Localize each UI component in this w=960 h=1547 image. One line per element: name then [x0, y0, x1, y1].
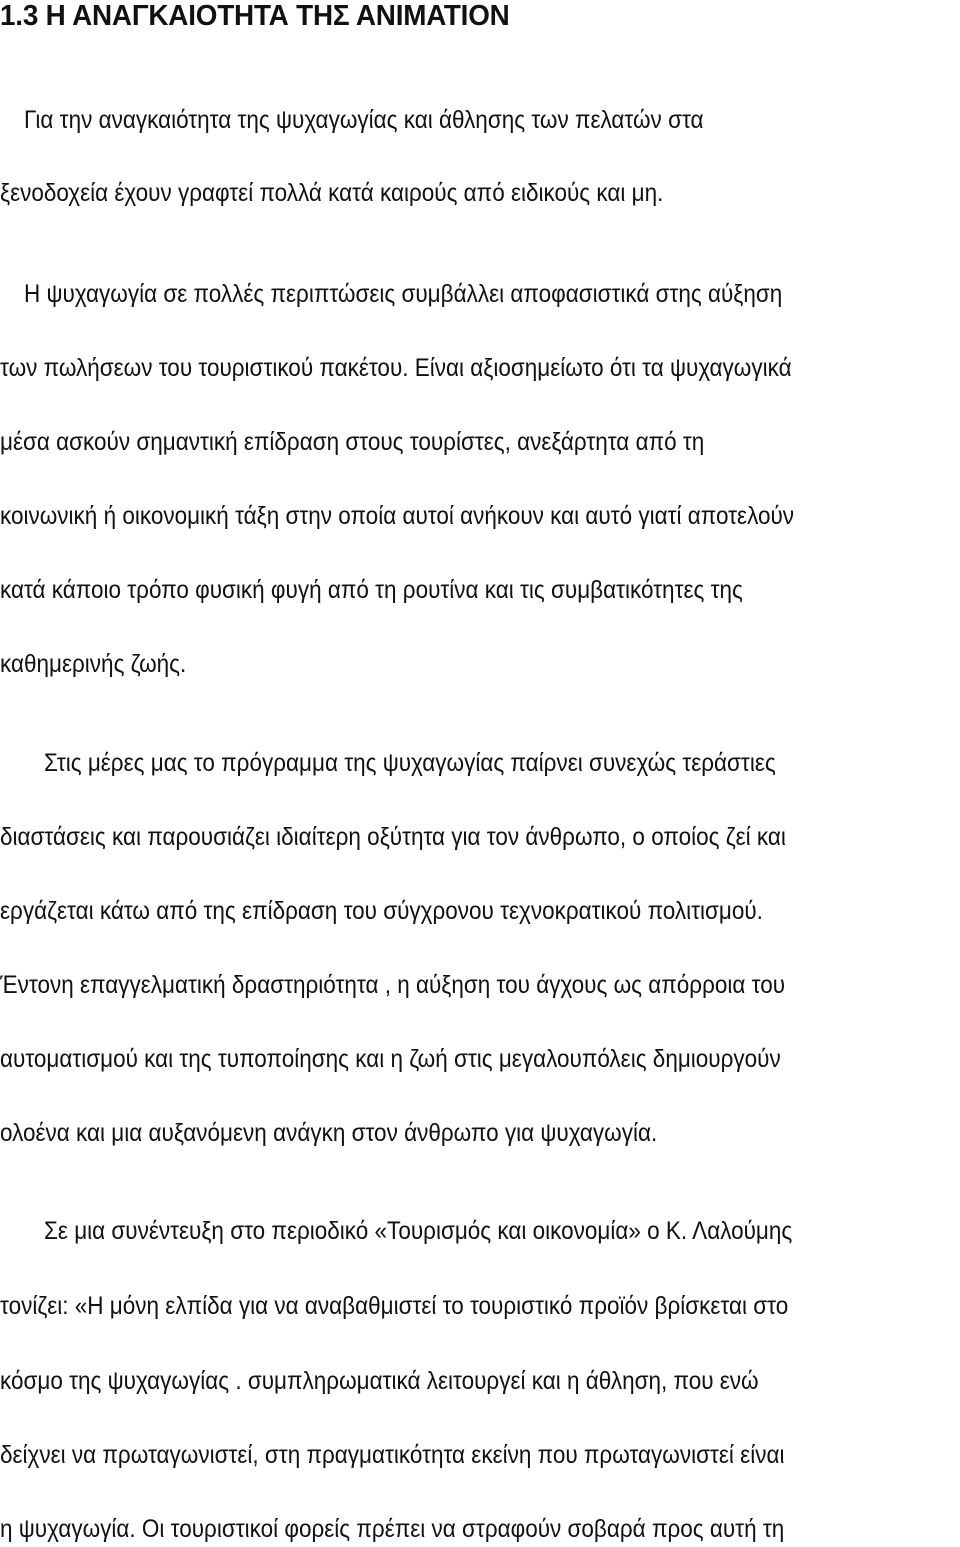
text-line: Η ψυχαγωγία σε πολλές περιπτώσεις συμβάλλει αποφασιστικά στης αύξηση [24, 280, 783, 308]
text-line: Για την αναγκαιότητα της ψυχαγωγίας και άθλησης των πελατών στα [24, 106, 704, 134]
text-line: κόσμο της ψυχαγωγίας . συμπληρωματικά λειτουργεί και η άθληση, που ενώ [0, 1367, 759, 1395]
text-line: αυτοματισμού και της τυποποίησης και η ζωή στις μεγαλουπόλεις δημιουργούν [0, 1045, 781, 1073]
section-heading [0, 0, 510, 32]
text-line: δείχνει να πρωταγωνιστεί, στη πραγματικότητα εκείνη που πρωταγωνιστεί είναι [0, 1441, 785, 1469]
section-number: 1.3 [0, 0, 39, 32]
text-line: Σε μια συνέντευξη στο περιοδικό «Τουρισμός και οικονομία» ο Κ. Λαλούμης [44, 1217, 793, 1245]
text-line: διαστάσεις και παρουσιάζει ιδιαίτερη οξύτητα για τον άνθρωπο, ο οποίος ζεί και [0, 823, 786, 851]
text-line: Στις μέρες μας το πρόγραμμα της ψυχαγωγίας παίρνει συνεχώς τεράστιες [44, 749, 776, 777]
text-line: ξενοδοχεία έχουν γραφτεί πολλά κατά καιρούς από ειδικούς και μη. [0, 179, 664, 207]
text-line: κοινωνική ή οικονομική τάξη στην οποία αυτοί ανήκουν και αυτό γιατί αποτελούν [0, 502, 795, 530]
text-line: τονίζει: «Η μόνη ελπίδα για να αναβαθμιστεί το τουριστικό προϊόν βρίσκεται στο [0, 1292, 789, 1320]
text-line: μέσα ασκούν σημαντική επίδραση στους τουρίστες, ανεξάρτητα από τη [0, 428, 705, 456]
text-line: καθημερινής ζωής. [0, 650, 187, 678]
text-line: η ψυχαγωγία. Οι τουριστικοί φορείς πρέπει να στραφούν σοβαρά προς αυτή τη [0, 1515, 785, 1543]
text-line: εργάζεται κάτω από της επίδραση του σύγχρονου τεχνοκρατικού πολιτισμού. [0, 897, 763, 925]
text-line: κατά κάποιο τρόπο φυσική φυγή από τη ρουτίνα και τις συμβατικότητες της [0, 576, 743, 604]
section-title: Η ΑΝΑΓΚΑΙΟΤΗΤΑ ΤΗΣ ΑΝΙΜΑΤΙΟΝ [45, 0, 510, 32]
text-line: των πωλήσεων του τουριστικού πακέτου. Είναι αξιοσημείωτο ότι τα ψυχαγωγικά [0, 354, 792, 382]
text-line: ολοένα και μια αυξανόμενη ανάγκη στον άνθρωπο για ψυχαγωγία. [0, 1119, 658, 1147]
text-line: Έντονη επαγγελματική δραστηριότητα , η αύξηση του άγχους ως απόρροια του [0, 971, 786, 999]
